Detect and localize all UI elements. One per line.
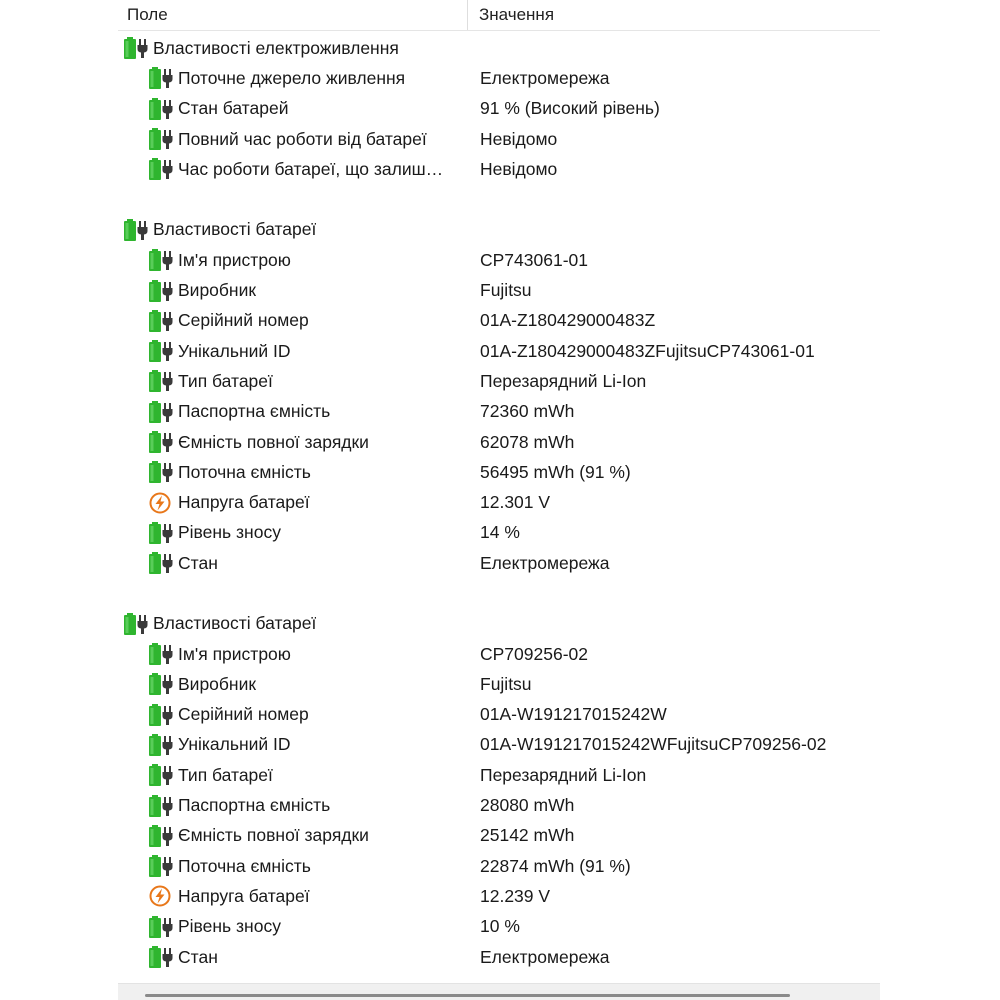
- value-cell: 22874 mWh (91 %): [480, 855, 631, 876]
- battery-plug-icon: [149, 431, 177, 453]
- battery-plug-icon: [149, 916, 177, 938]
- field-label: Стан: [178, 946, 218, 967]
- field-cell: [118, 885, 468, 907]
- property-row[interactable]: [118, 548, 880, 578]
- property-row[interactable]: [118, 427, 880, 457]
- field-label: Стан батарей: [178, 98, 289, 119]
- property-row[interactable]: [118, 366, 880, 396]
- value-cell: 25142 mWh: [480, 825, 575, 846]
- field-label: Напруга батареї: [178, 885, 310, 906]
- battery-plug-icon: [149, 946, 177, 968]
- field-cell: [118, 613, 468, 635]
- value-cell: Електромережа: [480, 946, 610, 967]
- battery-plug-icon: [149, 673, 177, 695]
- property-row[interactable]: [118, 336, 880, 366]
- field-label: Час роботи батареї, що залиш…: [178, 158, 444, 179]
- value-cell: Fujitsu: [480, 280, 532, 301]
- field-cell: [118, 522, 468, 544]
- field-cell: [118, 916, 468, 938]
- battery-plug-icon: [149, 401, 177, 423]
- field-label: Поточне джерело живлення: [178, 67, 406, 88]
- battery-plug-icon: [149, 280, 177, 302]
- field-cell: [118, 734, 468, 756]
- field-cell: [118, 37, 468, 59]
- battery-plug-icon: [149, 825, 177, 847]
- battery-plug-icon: [149, 734, 177, 756]
- battery-plug-icon: [149, 855, 177, 877]
- field-label: Тип батареї: [178, 370, 273, 391]
- field-cell: [118, 280, 468, 302]
- value-cell: Електромережа: [480, 67, 610, 88]
- value-cell: 62078 mWh: [480, 431, 575, 452]
- group-spacer: [118, 184, 880, 214]
- field-label: Виробник: [178, 673, 257, 694]
- field-cell: [118, 219, 468, 241]
- field-label: Властивості батареї: [153, 613, 317, 634]
- property-row[interactable]: [118, 821, 880, 851]
- field-label: Серійний номер: [178, 704, 309, 725]
- field-cell: [118, 249, 468, 271]
- field-cell: [118, 340, 468, 362]
- field-label: Паспортна ємність: [178, 795, 331, 816]
- field-label: Поточна ємність: [178, 855, 311, 876]
- value-cell: 01A-W191217015242WFujitsuCP709256-02: [480, 734, 827, 755]
- field-label: Ім'я пристрою: [178, 643, 291, 664]
- field-cell: [118, 158, 468, 180]
- property-row[interactable]: [118, 851, 880, 881]
- scrollbar-thumb[interactable]: [145, 994, 790, 997]
- value-cell: Перезарядний Li-Ion: [480, 764, 647, 785]
- field-cell: [118, 643, 468, 665]
- field-cell: [118, 431, 468, 453]
- voltage-icon: [149, 492, 177, 514]
- value-cell: 01A-W191217015242W: [480, 704, 667, 725]
- field-label: Унікальний ID: [178, 734, 291, 755]
- value-cell: 01A-Z180429000483Z: [480, 310, 656, 331]
- field-label: Рівень зносу: [178, 916, 281, 937]
- property-row[interactable]: [118, 881, 880, 911]
- field-cell: [118, 461, 468, 483]
- horizontal-scrollbar[interactable]: [118, 983, 880, 1000]
- group-row[interactable]: [118, 33, 880, 63]
- property-row[interactable]: [118, 63, 880, 93]
- field-cell: [118, 825, 468, 847]
- battery-plug-icon: [149, 310, 177, 332]
- property-row[interactable]: [118, 275, 880, 305]
- field-cell: [118, 492, 468, 514]
- value-cell: CP709256-02: [480, 643, 588, 664]
- value-cell: 91 % (Високий рівень): [480, 98, 660, 119]
- voltage-icon: [149, 885, 177, 907]
- field-label: Стан: [178, 552, 218, 573]
- field-label: Рівень зносу: [178, 522, 281, 543]
- value-cell: Fujitsu: [480, 673, 532, 694]
- battery-plug-icon: [149, 522, 177, 544]
- field-cell: [118, 98, 468, 120]
- battery-plug-icon: [124, 613, 152, 635]
- property-row[interactable]: [118, 306, 880, 336]
- field-label: Унікальний ID: [178, 340, 291, 361]
- value-cell: 01A-Z180429000483ZFujitsuCP743061-01: [480, 340, 815, 361]
- field-cell: [118, 855, 468, 877]
- value-cell: 10 %: [480, 916, 520, 937]
- value-cell: 12.301 V: [480, 492, 551, 513]
- value-cell: 14 %: [480, 522, 520, 543]
- battery-plug-icon: [124, 219, 152, 241]
- field-label: Ємність повної зарядки: [178, 431, 369, 452]
- field-cell: [118, 370, 468, 392]
- field-label: Виробник: [178, 280, 257, 301]
- property-row[interactable]: [118, 912, 880, 942]
- field-cell: [118, 704, 468, 726]
- value-cell: Невідомо: [480, 128, 558, 149]
- group-row[interactable]: [118, 609, 880, 639]
- battery-plug-icon: [149, 67, 177, 89]
- value-cell: 56495 mWh (91 %): [480, 461, 631, 482]
- property-row[interactable]: [118, 639, 880, 669]
- field-cell: [118, 946, 468, 968]
- property-row[interactable]: [118, 457, 880, 487]
- battery-plug-icon: [149, 340, 177, 362]
- field-label: Ємність повної зарядки: [178, 825, 369, 846]
- battery-plug-icon: [149, 764, 177, 786]
- value-cell: 72360 mWh: [480, 401, 575, 422]
- battery-plug-icon: [149, 795, 177, 817]
- field-cell: [118, 401, 468, 423]
- field-cell: [118, 67, 468, 89]
- field-cell: [118, 128, 468, 150]
- column-header-value[interactable]: Значення: [479, 5, 555, 24]
- field-cell: [118, 795, 468, 817]
- battery-plug-icon: [149, 249, 177, 271]
- group-row[interactable]: [118, 215, 880, 245]
- value-cell: 12.239 V: [480, 885, 551, 906]
- field-cell: [118, 310, 468, 332]
- property-row[interactable]: [118, 154, 880, 184]
- list-header: [118, 0, 880, 31]
- property-row[interactable]: [118, 245, 880, 275]
- battery-plug-icon: [149, 98, 177, 120]
- field-label: Паспортна ємність: [178, 401, 331, 422]
- property-row[interactable]: [118, 942, 880, 972]
- value-cell: Невідомо: [480, 158, 558, 179]
- field-label: Поточна ємність: [178, 461, 311, 482]
- property-row[interactable]: [118, 700, 880, 730]
- property-row[interactable]: [118, 760, 880, 790]
- field-label: Властивості електроживлення: [153, 37, 399, 58]
- field-label: Тип батареї: [178, 764, 273, 785]
- property-row[interactable]: [118, 124, 880, 154]
- property-list: [118, 33, 880, 972]
- property-row[interactable]: [118, 397, 880, 427]
- field-cell: [118, 764, 468, 786]
- field-label: Напруга батареї: [178, 492, 310, 513]
- field-label: Властивості батареї: [153, 219, 317, 240]
- column-header-field[interactable]: Поле: [118, 0, 468, 30]
- battery-plug-icon: [149, 704, 177, 726]
- value-cell: Електромережа: [480, 552, 610, 573]
- battery-plug-icon: [149, 158, 177, 180]
- battery-plug-icon: [149, 643, 177, 665]
- field-cell: [118, 673, 468, 695]
- battery-plug-icon: [149, 128, 177, 150]
- value-cell: CP743061-01: [480, 249, 588, 270]
- value-cell: Перезарядний Li-Ion: [480, 370, 647, 391]
- value-cell: 28080 mWh: [480, 795, 575, 816]
- property-row[interactable]: [118, 518, 880, 548]
- property-row[interactable]: [118, 790, 880, 820]
- battery-plug-icon: [149, 552, 177, 574]
- field-cell: [118, 552, 468, 574]
- battery-plug-icon: [149, 370, 177, 392]
- field-label: Серійний номер: [178, 310, 309, 331]
- battery-plug-icon: [149, 461, 177, 483]
- property-row[interactable]: [118, 94, 880, 124]
- battery-plug-icon: [124, 37, 152, 59]
- group-spacer: [118, 578, 880, 608]
- property-row[interactable]: [118, 669, 880, 699]
- property-row[interactable]: [118, 487, 880, 517]
- property-row[interactable]: [118, 730, 880, 760]
- field-label: Ім'я пристрою: [178, 249, 291, 270]
- field-label: Повний час роботи від батареї: [178, 128, 427, 149]
